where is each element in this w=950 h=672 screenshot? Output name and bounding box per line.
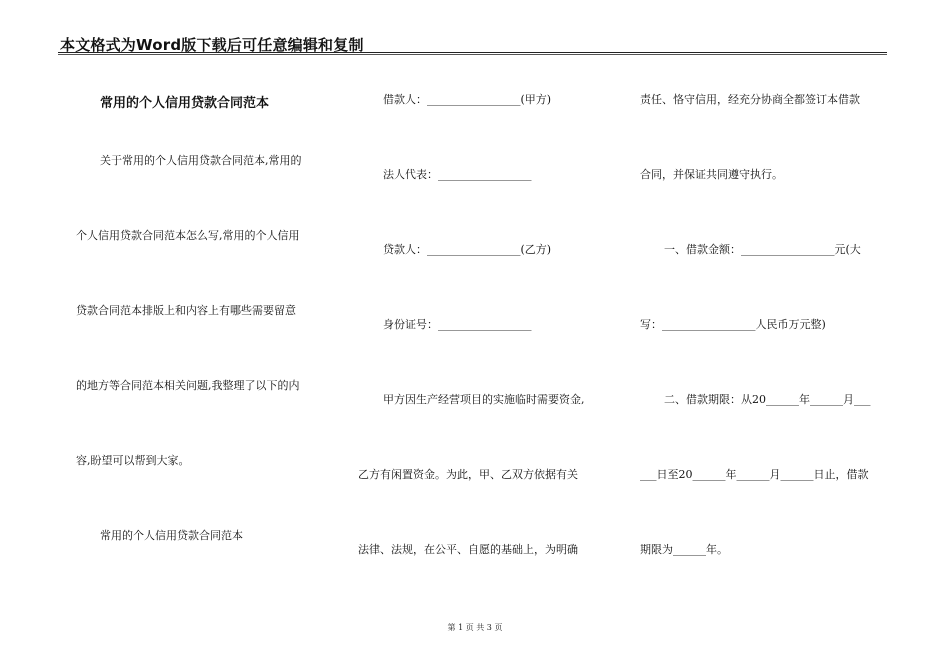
loan-amount-words-line: 写：_________________人民币万元整)	[640, 318, 826, 331]
paragraph-line: 甲方因生产经营项目的实施临时需要资金,	[383, 393, 585, 406]
loan-term-line: ___日至20______年______月______日止，借款	[640, 468, 869, 481]
page-number: 第 1 页 共 3 页	[447, 623, 503, 632]
paragraph-line: 贷款合同范本排版上和内容上有哪些需要留意	[76, 304, 296, 317]
paragraph-line: 个人信用贷款合同范本怎么写,常用的个人信用	[76, 229, 300, 242]
section-heading: 常用的个人信用贷款合同范本	[100, 529, 243, 542]
paragraph-line: 乙方有闲置资金。为此，甲、乙双方依据有关	[358, 468, 578, 481]
header-title: 本文格式为Word版下载后可任意编辑和复制	[60, 36, 364, 54]
paragraph-line: 容,盼望可以帮到大家。	[76, 454, 190, 467]
lender-line: 贷款人：_________________(乙方)	[383, 243, 552, 256]
paragraph-line: 合同，并保证共同遵守执行。	[640, 168, 783, 181]
loan-amount-line: 一、借款金额：_________________元(大	[664, 243, 861, 256]
id-number-line: 身份证号：_________________	[383, 318, 532, 331]
document-title: 常用的个人信用贷款合同范本	[100, 96, 270, 111]
loan-term-line: 期限为______年。	[640, 543, 728, 556]
borrower-line: 借款人：_________________(甲方)	[383, 93, 552, 106]
loan-term-line: 二、借款期限：从20______年______月___	[664, 393, 871, 406]
paragraph-line: 关于常用的个人信用贷款合同范本,常用的	[100, 154, 302, 167]
paragraph-line: 的地方等合同范本相关问题,我整理了以下的内	[76, 379, 300, 392]
paragraph-line: 法律、法规，在公平、自愿的基础上，为明确	[358, 543, 578, 556]
paragraph-line: 责任、恪守信用，经充分协商全都签订本借款	[640, 93, 860, 106]
header-rule-secondary	[58, 54, 887, 55]
legal-rep-line: 法人代表：_________________	[383, 168, 532, 181]
header-rule	[58, 52, 887, 53]
